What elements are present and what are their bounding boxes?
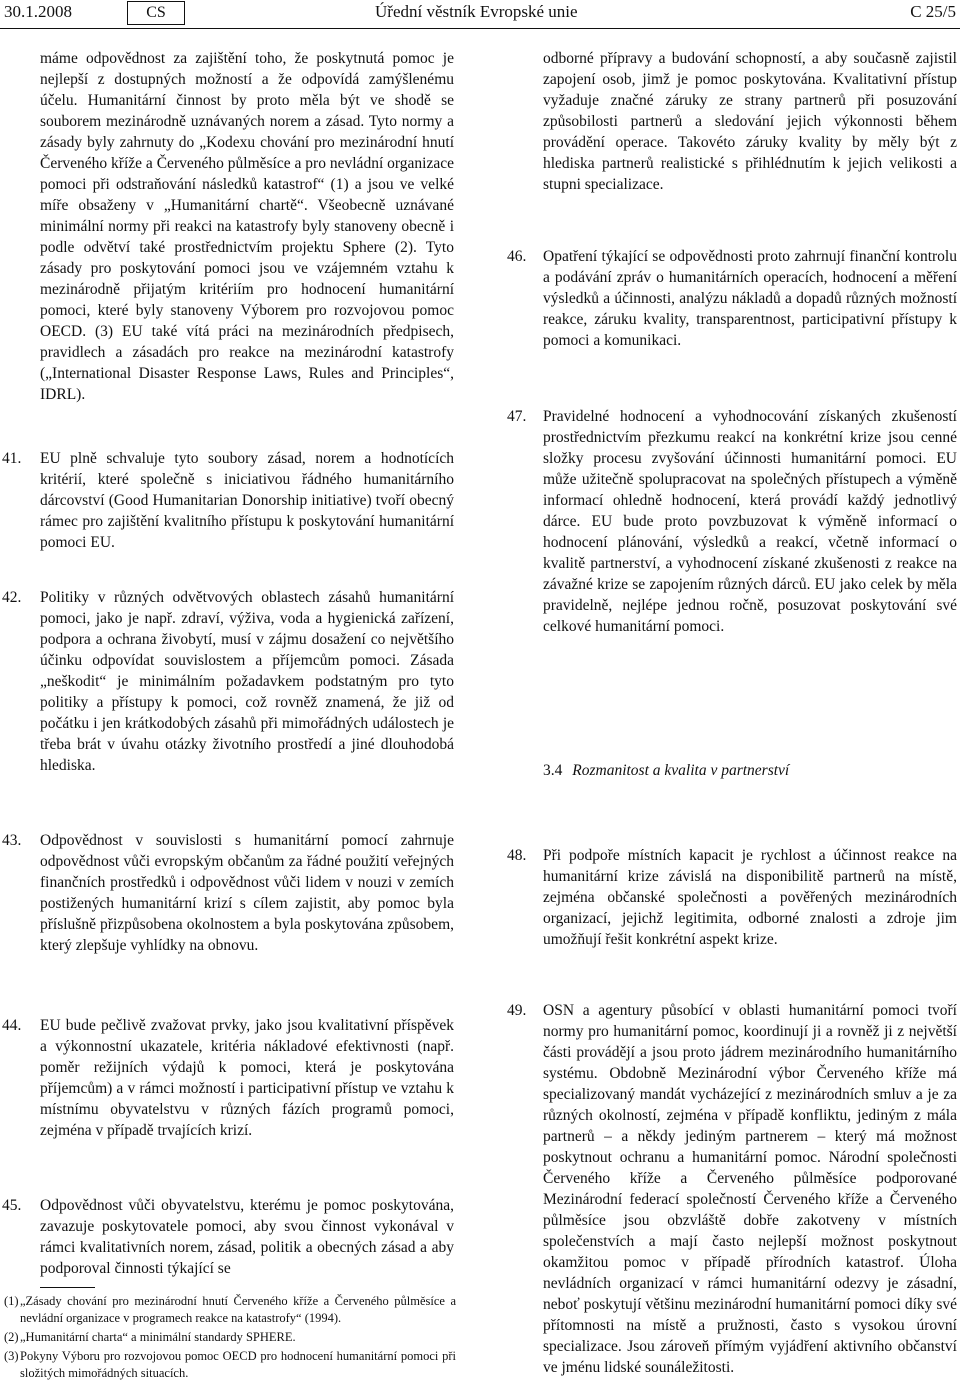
paragraph-text: Pravidelné hodnocení a vyhodnocování získaných zkušeností prostřednictvím přezkumu reakcí na konkrétní krize jsou cenné složky procesu zvyšování účinnosti humanitární pomoci. EU může užitečně spolupracovat na společných přístupech a výměně informací ohledně hodnocení, která provádí každý jednotlivý dárce. EU bude proto povzbuzovat k výměně informací o hodnocení plánování, výsledků a reakcí, včetně informací o kvalitě partnerství, a vyhodnocení získané zkušenosti z reakce na závažné krize se zapojením různých dárců. EU jako celek by měla pravidelně, nejlépe jednou ročně, posuzovat poskytování své celkové humanitární pomoci. <box>543 408 957 635</box>
paragraph-48 <box>507 845 957 950</box>
footnote-2 <box>4 1329 456 1346</box>
paragraph-49 <box>507 1000 957 1378</box>
paragraph-text: Při podpoře místních kapacit je rychlost a účinnost reakce na humanitární krize závislá na disponibilitě partnerů na místě, zejména občanské společnosti a pověřených mezinárodních organizací, jejichž legitimita, odborné znalosti a zdroje jim umožňují řešit konkrétní aspekt krize. <box>543 847 957 948</box>
paragraph-number: 41. <box>2 450 22 467</box>
left-intro-text: máme odpovědnost za zajištění toho, že poskytnutá pomoc je nejlepší z dostupných možností a že odpovídá zamýšlenému účelu. Humanitární činnost by proto měla být ve shodě se souborem mezinárodně uznávaných norem a zásad. Tyto normy a zásady byly zahrnuty do „Kodexu chování pro mezinárodní hnutí Červeného kříže a Červeného půlměsíce a pro nevládní organizace pomoci při odstraňování následků katastrof“ (1) a jsou ve velké míře obsaženy v „Humanitární chartě“. Všeobecně uznávané minimální normy při reakci na katastrofy byly stanoveny obecně i podle odvětví také prostřednictvím projektu Sphere (2). Tyto zásady pro poskytování pomoci jsou ve vzájemném vztahu k mezinárodně přijatým kritériím pro hodnocení humanitární pomoci, které byly stanoveny Výborem pro rozvojovou pomoc OECD. (3) EU také vítá práci na mezinárodních předpisech, pravidlech a zásadách pro reakce na mezinárodní katastrofy („International Disaster Response Laws, Rules and Principles“, IDRL). <box>40 50 454 403</box>
paragraph-41 <box>2 448 454 553</box>
footnote-mark: (1) <box>4 1294 19 1308</box>
paragraph-47 <box>507 406 957 637</box>
left-intro-paragraph <box>40 48 454 405</box>
publication-date: 30.1.2008 <box>4 2 72 21</box>
section-number: 3.4 <box>543 762 563 779</box>
journal-title: Úřední věstník Evropské unie <box>375 2 578 21</box>
paragraph-text: Odpovědnost v souvislosti s humanitární pomocí zahrnuje odpovědnost vůči evropským občanům za řádné použití veřejných finančních prostředků i odpovědnost vůči lidem v nouzi v zemích postižených humanitární krizí s cílem zajistit, aby pomoc byla příslušně přizpůsobena okolnostem a byla poskytována způsobem, který zlepšuje vyhlídky na obnovu. <box>40 832 454 954</box>
header-rule <box>0 28 960 29</box>
paragraph-text: Opatření týkající se odpovědnosti proto zahrnují finanční kontrolu a podávání zpráv o humanitárních operacích, hodnocení a měření výsledků a účinnosti, analýzu nákladů a dopadů různých možností reakce, záruku kvality, transparentnost, participativní přístupy k pomoci a komunikaci. <box>543 248 957 349</box>
footnote-text: „Zásady chování pro mezinárodní hnutí Červeného kříže a Červeného půlměsíce a nevládní organizace v programech reakce na katastrofy“ (1994). <box>20 1294 456 1325</box>
footnote-1 <box>4 1293 456 1327</box>
footnote-rule <box>40 1287 95 1288</box>
footnote-mark: (2) <box>4 1330 19 1344</box>
paragraph-number: 45. <box>2 1197 22 1214</box>
paragraph-42 <box>2 587 454 776</box>
paragraph-text: Politiky v různých odvětvových oblastech zásahů humanitární pomoci, jako je např. zdraví, výživa, voda a hygienická zařízení, podpora a ochrana živobytí, musí v zájmu dosažení co největšího účinku odpovídat souvislostem a příjemcům pomoci. Zásada „neškodit“ je minimálním požadavkem podstatným pro tyto politiky a přístupy k pomoci, což rovněž znamená, že již od počátku i jen krátkodobých zásahů při mimořádných událostech je třeba brát v úvahu otázky životního prostředí a jiné dlouhodobá hlediska. <box>40 589 454 774</box>
section-heading-3-4 <box>543 762 789 780</box>
paragraph-number: 43. <box>2 832 22 849</box>
footnote-3 <box>4 1348 456 1382</box>
section-title: Rozmanitost a kvalita v partnerství <box>572 762 790 779</box>
paragraph-number: 47. <box>507 408 527 425</box>
paragraph-text: OSN a agentury působící v oblasti humanitární pomoci tvoří normy pro humanitární pomoc, koordinují ji a rovněž ji z největší části provádějí a jsou proto jádrem mezinárodního humanitárního systému. Obdobně Mezinárodní výbor Červeného kříže má specializovaný mandát vycházející z mezinárodních smluv a je za různých okolností, zejména v případě konfliktu, jediným z mála partnerů – a někdy jediným partnerem – který má možnost poskytnout ochranu a humanitární pomoc. Národní společnosti Červeného kříže a Červeného půlměsíce podporované Mezinárodní federací společností Červeného kříže a Červeného půlměsíce jsou obzvláště dobře zakotveny v místních společenstvích a mají často nejlepší možnost poskytnout okamžitou pomoc v případě přírodních katastrof. Úloha nevládních organizací v rámci humanitární odezvy je zásadní, neboť poskytují většinu mezinárodní humanitární pomoci díky své přítomnosti na místě a pružnosti, často s vysokou úrovní specializace. Jsou zároveň přímým vyjádření aktivního občanství ve jménu lidské sounáležitosti. <box>543 1002 957 1376</box>
paragraph-number: 49. <box>507 1002 527 1019</box>
footnote-text: Pokyny Výboru pro rozvojovou pomoc OECD pro hodnocení humanitární pomoci při složitých mimořádných situacích. <box>20 1349 456 1380</box>
language-code: CS <box>127 1 185 25</box>
paragraph-number: 44. <box>2 1017 22 1034</box>
paragraph-44 <box>2 1015 454 1141</box>
paragraph-number: 46. <box>507 248 527 265</box>
paragraph-text: Odpovědnost vůči obyvatelstvu, kterému je pomoc poskytována, zavazuje poskytovatele pomoci, aby svou činnost vykonával v rámci kvalitativních norem, zásad, politik a obecných zásad a aby podporoval činnosti týkající se <box>40 1197 454 1277</box>
footnotes <box>4 1293 456 1384</box>
paragraph-number: 42. <box>2 589 22 606</box>
page-number: C 25/5 <box>910 2 956 21</box>
footnote-mark: (3) <box>4 1349 19 1363</box>
right-intro-paragraph <box>543 48 957 195</box>
paragraph-number: 48. <box>507 847 527 864</box>
paragraph-text: EU bude pečlivě zvažovat prvky, jako jsou kvalitativní příspěvek a výkonnostní ukazatele, kritéria nákladové efektivnosti (např. poměr režijních výdajů k pomoci, která je poskytována příjemcům) a v rámci možností i participativní přístup ve vztahu k místnímu obyvatelstvu v různých fázích programů pomoci, zejména v případě trvajících krizí. <box>40 1017 454 1139</box>
right-intro-text: odborné přípravy a budování schopností, a aby současně zajistil zapojení osob, jimž je pomoc poskytována. Kvalitativní přístup vyžaduje značné záruky ze strany partnerů při posuzování způsobilosti partnerů a sledování jejich výkonnosti během provádění operace. Takovéto záruky kvality by měly být z hlediska partnerů realistické s přihlédnutím k jejich velikosti a stupni specializace. <box>543 50 957 193</box>
paragraph-text: EU plně schvaluje tyto soubory zásad, norem a hodnotících kritérií, které společně s iniciativou řádného humanitárního dárcovství (Good Humanitarian Donorship initiative) tvoří obecný rámec pro zajištění kvalitního přístupu k poskytování humanitární pomoci EU. <box>40 450 454 551</box>
paragraph-46 <box>507 246 957 351</box>
page-header <box>0 0 960 28</box>
paragraph-43 <box>2 830 454 956</box>
footnote-text: „Humanitární charta“ a minimální standardy SPHERE. <box>20 1330 296 1344</box>
paragraph-45 <box>2 1195 454 1279</box>
